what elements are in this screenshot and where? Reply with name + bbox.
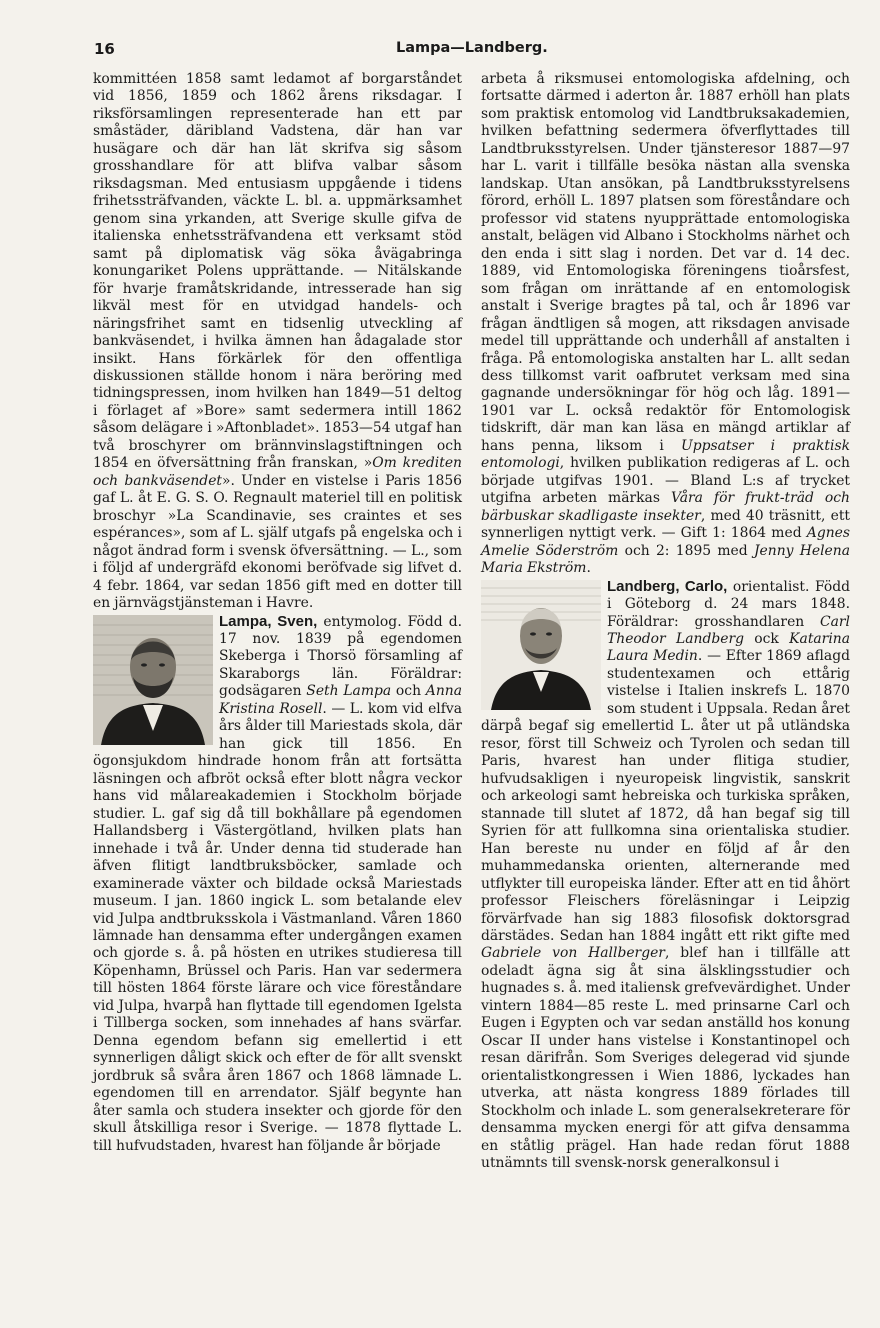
running-title: Lampa—Landberg.: [396, 40, 548, 56]
paragraph-lampa-continued: kommittéen 1858 samt ledamot af borgarståndet vid 1856, 1859 och 1862 årens riksdagar. I riksförsamlingen representerade han ett par småstäder, däribland Vadstena, där han var husägare och där han lät skrifva sig såsom grosshandlare för att blifva valbar såsom riksdagsman. Med entusiasm uppgående i tidens frihetssträfvanden, väckte L. bl. a. uppmärksamhet genom sina yrkanden, att Sverige skulle gifva de italienska enhetssträfvandena ett verksamt stöd samt på diplomatisk väg söka åvägabringa konungariket Polens upprättande. — Nitälskande för hvarje framåtskridande, intresserade han sig likväl mest för en utvidgad handels- och näringsfrihet samt en tidsenlig utveckling af bankväsendet, i hvilka ämnen han ådagalade stor insikt. Hans förkärlek för den offentliga diskussionen ställde honom i nära beröring med tidningspressen, inom hvilken han 1849—51 deltog i förlaget af »Bore» samt sedermera intill 1862 såsom delägare i »Aftonbladet». 1853—54 utgaf han två broschyrer om brännvinslagstiftningen och 1854 en öfversättning från franskan, »Om krediten och bankväsendet». Under en vistelse i Paris 1856 gaf L. åt E. G. S. O. Regnault materiel till en politisk broschyr »La Scandinavie, ses craintes et ses espérances», som af L. själf utgafs på engelska och i något ändrad form i svensk öfversättning. — L., som i följd af undergräfd ekonomi beröfvade sig lifvet d. 4 febr. 1864, var sedan 1856 gift med en dotter till en järnvägstjänsteman i Havre.: [93, 71, 463, 612]
paragraph-lampa-career: arbeta å riksmusei entomologiska afdelning, och fortsatte därmed i aderton år. 1887 erhöll han plats som praktisk entomolog vid Landtbruksakademien, hvilken befattning sedermera öfverflyttades till Landtbruksstyrelsen. Under tjänsteresor 1887—97 har L. varit i tillfälle besöka nästan alla svenska landskap. Utan ansökan, på Landtbruksstyrelsens förord, erhöll L. 1897 platsen som föreståndare och professor vid statens nyupprättade entomologiska anstalt, belägen vid Albano i Stockholms närhet och den enda i sitt slag i norden. Det var d. 14 dec. 1889, vid Entomologiska föreningens tioårsfest, som frågan om inrättande af en entomologisk anstalt i Sverige bragtes på tal, och år 1896 var frågan ändtligen så mogen, att riksdagen anvisade medel till upprättande och underhåll af anstalten i fråga. På entomologiska anstalten har L. allt sedan dess tillkomst varit oafbrutet verksam med sina gagnande undersökningar för hög och låg. 1891—1901 var L. också redaktör för Entomologisk tidskrift, där man kan läsa en mängd artiklar af hans penna, liksom i Uppsatser i praktisk entomologi, hvilken publikation redigeras af L. och började utgifvas 1901. — Bland L:s af trycket utgifna arbeten märkas Våra för frukt-träd och bärbuskar skadligaste insekter, med 40 träsnitt, ett synnerligen nyttigt verk. — Gift 1: 1864 med Agnes Amelie Söderström och 2: 1895 med Jenny Helena Maria Ekström.: [481, 71, 851, 577]
entry-lampa-sven: Lampa, Sven, entymolog. Född d. 17 nov. 1839 på egendomen Skeberga i Thorsö församling af Skaraborgs län. Föräldrar: godsägaren Seth Lampa och Anna Kristina Rosell. — L. kom vid elfva års ålder till Mariestads skola, där han gick till 1856. En ögonsjukdom hindrade honom från att fortsätta läsningen och afbröt också efter blott några veckor hans vid målareakademien i Stockholm började studier. L. gaf sig då till bokhållare på egendomen Hallandsberg i Västergötland, hvilken plats han innehade i två år. Under denna tid studerade han äfven flitigt landtbruksböcker, samlade och examinerade växter och bildade också Mariestads museum. I jan. 1860 ingick L. som betalande elev vid Julpa andtbruksskola i Västmanland. Våren 1860 lämnade han densamma efter undergången examen och gjorde s. å. på hösten en utrikes studieresa till Köpenhamn, Brüssel och Paris. Han var sedermera till hösten 1864 förste lärare och vice föreståndare vid Julpa, hvarpå han flyttade till egendomen Igelsta i Tillberga socken, som innehades af hans svärfar. Denna egendom befann sig emellertid i ett synnerligen dåligt skick och efter de för allt svenskt jordbruk så svåra åren 1867 och 1868 lämnade L. egendomen till en arrendator. Själf begynte han åter samla och studera insekter och gjorde för den skull åtskilliga resor i Sverige. — 1878 flyttade L. till hufvudstaden, hvarest han följande år började: [93, 612, 463, 1154]
page-number: 16: [94, 40, 115, 58]
right-column: [481, 71, 850, 1173]
portrait-carlo-landberg: [481, 580, 601, 710]
entry-landberg-carlo: Landberg, Carlo, orientalist. Född i Göteborg d. 24 mars 1848. Föräldrar: grosshandlaren Carl Theodor Landberg ock Katarina Laura Medin. — Efter 1869 aflagd studentexamen och ettårig vistelse i Italien inskrefs L. 1870 som student i Uppsala. Redan året därpå begaf sig emellertid L. åter ut på utländska resor, först till Schweiz och Tyrolen och sedan till Paris, hvarest han under flitiga studier, hufvudsakligen i nyeuropeisk lingvistik, sanskrit och arkeologi samt hebreiska och turkiska språken, stannade till slutet af 1872, då han begaf sig till Syrien för att fullkomna sina orientaliska studier. Han bereste nu under en följd af år den muhammedanska orienten, alternerande med utflykter till europeiska länder. Efter att en tid åhört professor Fleischers föreläsningar i Leipzig förvärfvade han sig 1883 filosofisk doktorsgrad därstädes. Sedan han 1884 ingått ett rikt gifte med Gabriele von Hallberger, blef han i tillfälle att odeladt ägna sig åt sina älsklingsstudier och hugnades s. å. med italiensk grefvevärdighet. Under vintern 1884—85 reste L. med prinsarne Carl och Eugen i Egypten och var sedan anställd hos konung Oscar II under hans vistelse i Konstantinopel och resan därifrån. Som Sveriges delegerad vid sjunde orientalistkongressen i Wien 1886, lyckades han utverka, att nästa kongress 1889 förlades till Stockholm och inlade L. som generalsekreterare för densamma mycken energi för att gifva densamma en ståtlig prägel. Han hade redan förut 1888 utnämnts till svensk-norsk generalkonsul i: [481, 577, 850, 1172]
portrait-engraving: [481, 580, 601, 710]
entry-name: Lampa, Sven,: [219, 612, 318, 630]
entry-name: Landberg, Carlo,: [607, 577, 728, 595]
left-column: [93, 71, 462, 1155]
portrait-engraving: [93, 615, 213, 745]
portrait-sven-lampa: [93, 615, 213, 745]
